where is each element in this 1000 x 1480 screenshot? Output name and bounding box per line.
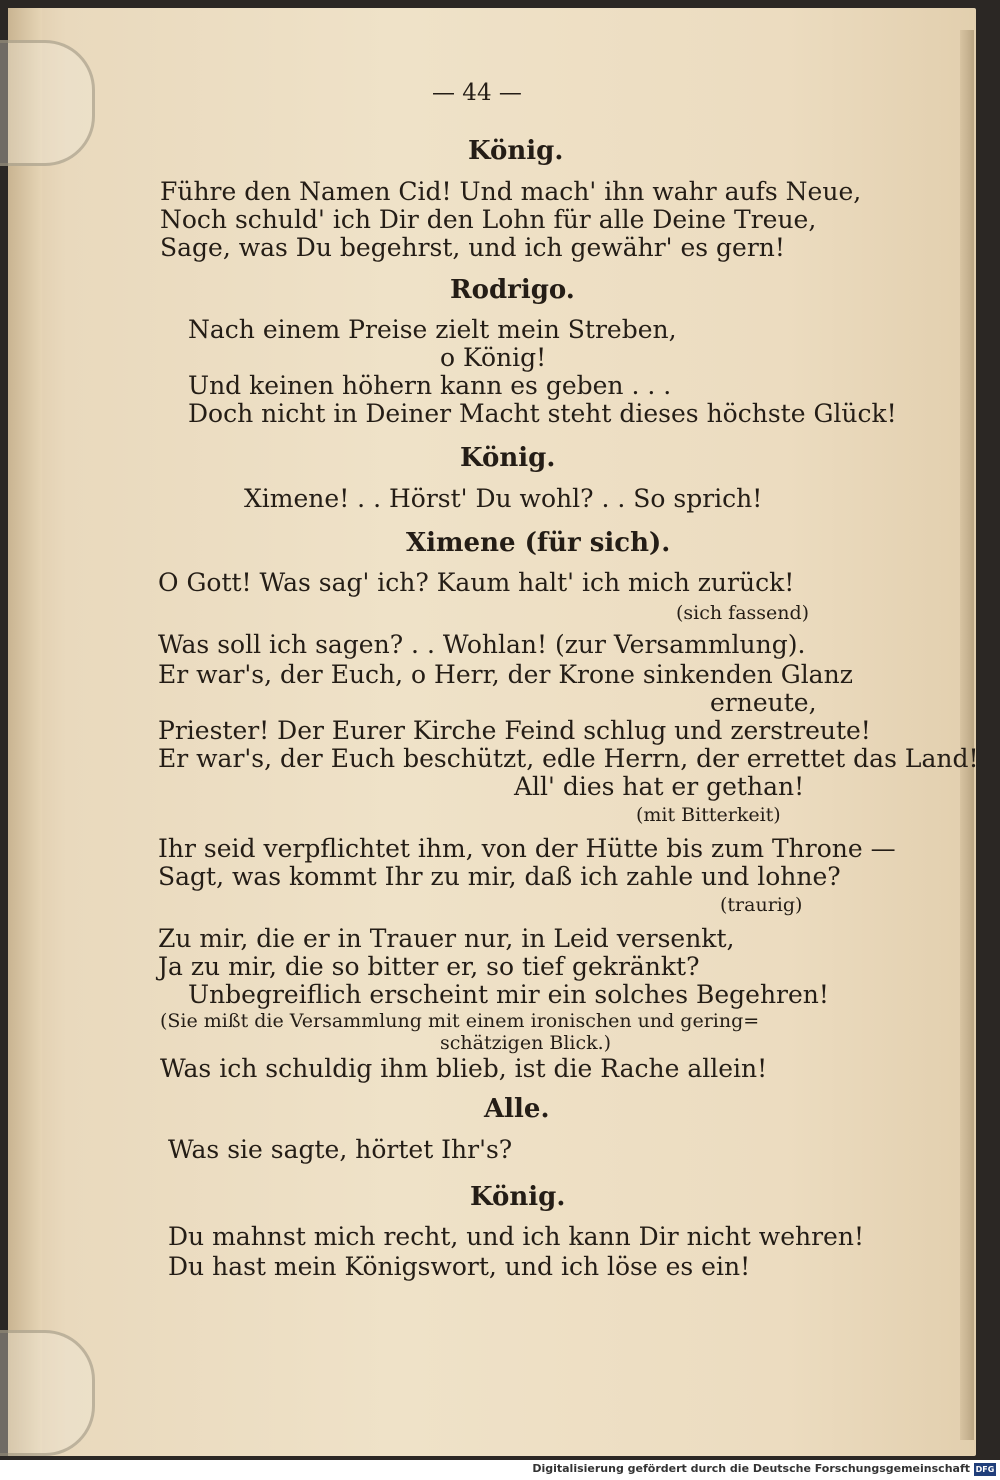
footer-credit: Digitalisierung gefördert durch die Deutsche Forschungsgemeinschaft (532, 1462, 970, 1475)
stage-direction: (mit Bitterkeit) (636, 804, 781, 826)
verse-line: Zu mir, die er in Trauer nur, in Leid versenkt, (158, 924, 735, 953)
verse-line: Nach einem Preise zielt mein Streben, (188, 315, 677, 344)
verse-line: Führe den Namen Cid! Und mach' ihn wahr aufs Neue, (160, 177, 862, 206)
verse-line: Ihr seid verpflichtet ihm, von der Hütte bis zum Throne — (158, 834, 896, 863)
verse-line: Sage, was Du begehrst, und ich gewähr' es gern! (160, 233, 785, 262)
verse-line: Was ich schuldig ihm blieb, ist die Rache allein! (160, 1054, 768, 1083)
speaker-rodrigo: Rodrigo. (450, 275, 575, 305)
verse-line: Ximene! . . Hörst' Du wohl? . . So sprich! (244, 484, 763, 513)
verse-line: Was soll ich sagen? . . Wohlan! (zur Versammlung). (158, 630, 806, 659)
digitization-footer (0, 1460, 1000, 1480)
verse-line: o König! (440, 343, 547, 372)
speaker-koenig-3: König. (470, 1182, 566, 1212)
verse-line: Noch schuld' ich Dir den Lohn für alle Deine Treue, (160, 205, 817, 234)
verse-line: All' dies hat er gethan! (514, 772, 805, 801)
stage-direction: (sich fassend) (676, 602, 810, 624)
page-edge (960, 30, 974, 1440)
speaker-ximene: Ximene (für sich). (406, 528, 671, 558)
dfg-logo: DFG (975, 1465, 995, 1474)
verse-line: O Gott! Was sag' ich? Kaum halt' ich mich zurück! (158, 568, 795, 597)
verse-line: Du mahnst mich recht, und ich kann Dir nicht wehren! (168, 1222, 864, 1251)
verse-line: Und keinen höhern kann es geben . . . (188, 371, 672, 400)
speaker-alle: Alle. (484, 1094, 550, 1124)
verse-line: Er war's, der Euch beschützt, edle Herrn, der errettet das Land! (158, 744, 979, 773)
verse-line: Ja zu mir, die so bitter er, so tief gekränkt? (158, 952, 700, 981)
verse-line: Sagt, was kommt Ihr zu mir, daß ich zahle und lohne? (158, 862, 841, 891)
verse-line: Er war's, der Euch, o Herr, der Krone sinkenden Glanz (158, 660, 853, 689)
page-number: — 44 — (432, 80, 522, 106)
stage-direction: schätzigen Blick.) (440, 1032, 612, 1054)
verse-line: Du hast mein Königswort, und ich löse es ein! (168, 1252, 751, 1281)
speaker-koenig-1: König. (468, 136, 564, 166)
stage-direction: (traurig) (720, 894, 803, 916)
verse-line: erneute, (710, 688, 817, 717)
speaker-koenig-2: König. (460, 443, 556, 473)
verse-line: Priester! Der Eurer Kirche Feind schlug und zerstreute! (158, 716, 871, 745)
binder-clip-bottom (0, 1330, 95, 1456)
verse-line: Doch nicht in Deiner Macht steht dieses höchste Glück! (188, 399, 897, 428)
verse-line: Unbegreiflich erscheint mir ein solches Begehren! (188, 980, 829, 1009)
stage-direction: (Sie mißt die Versammlung mit einem ironischen und gering= (160, 1010, 760, 1032)
verse-line: Was sie sagte, hörtet Ihr's? (168, 1135, 513, 1164)
binder-clip-top (0, 40, 95, 166)
page-spine (8, 8, 42, 1456)
